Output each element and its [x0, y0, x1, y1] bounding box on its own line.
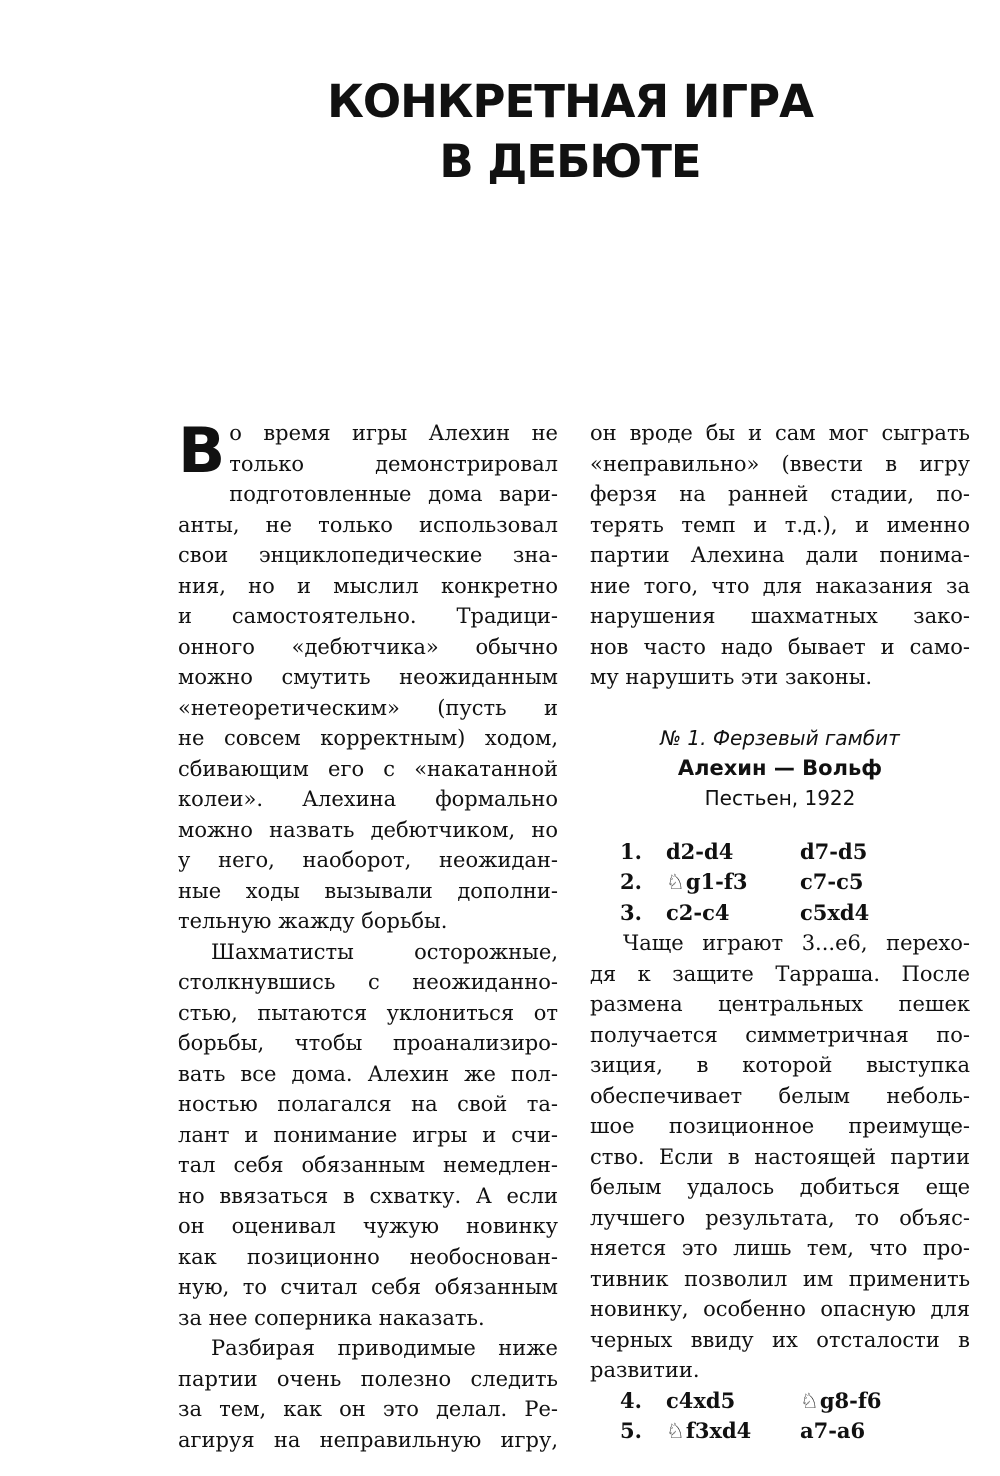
move-row — [590, 1386, 970, 1417]
text-line: лучшего результата, то объяс- — [590, 1205, 970, 1230]
black-move: d7-d5 — [800, 838, 868, 864]
move-number: 2. — [620, 869, 642, 894]
text-line: му нарушить эти законы. — [590, 665, 873, 689]
text-line: можно смутить неожиданным — [178, 665, 558, 689]
left-column — [178, 414, 558, 1455]
text-line: агируя на неправильную игру, — [178, 1427, 558, 1452]
text-line: ные ходы вызывали дополни- — [178, 878, 558, 903]
text-line: о время игры Алехин не — [229, 421, 558, 445]
knight-icon: ♘ — [666, 870, 685, 894]
text-line: борьбы, чтобы проанализиро- — [178, 1031, 558, 1055]
right-column — [590, 418, 970, 1447]
text-line: он оценивал чужую новинку — [178, 1214, 558, 1238]
text-line: вать все дома. Алехин же пол- — [178, 1061, 558, 1086]
move-number: 1. — [620, 838, 642, 864]
text-line: и самостоятельно. Традици- — [178, 604, 558, 628]
white-move: c4xd5 — [666, 1387, 736, 1413]
text-line: черных ввиду их отсталости в — [590, 1327, 970, 1352]
game-title: № 1. Ферзевый гамбит — [660, 725, 900, 750]
text-line: свои энциклопедические зна- — [178, 543, 558, 567]
text-line: дя к защите Тарраша. После — [590, 961, 970, 986]
text-line: шое позиционное преимуще- — [590, 1114, 970, 1138]
text-line: но ввязаться в схватку. А если — [178, 1183, 558, 1208]
text-line: партии очень полезно следить — [178, 1366, 558, 1391]
move-number: 3. — [620, 899, 642, 925]
text-line: колеи». Алехина формально — [178, 787, 558, 811]
text-line: «нетеоретическим» (пусть и — [178, 695, 558, 720]
black-move: c5xd4 — [800, 899, 870, 925]
text-line: ния, но и мыслил конкретно — [178, 573, 558, 598]
text-line: Чаще играют 3...e6, перехо- — [623, 931, 970, 955]
text-line: терять темп и т.д.), и именно — [590, 512, 970, 537]
text-line: Шахматисты осторожные, — [211, 939, 558, 964]
text-line: Разбирая приводимые ниже — [211, 1336, 558, 1360]
text-line: белым удалось добиться еще — [590, 1175, 970, 1199]
text-line: столкнувшись с неожиданно- — [178, 970, 558, 994]
text-line: у него, наоборот, неожидан- — [178, 848, 558, 872]
game-players: Алехин — Вольф — [677, 755, 883, 780]
text-line: не совсем корректным) ходом, — [178, 726, 558, 750]
game-place: Пестьен, 1922 — [704, 785, 856, 810]
white-move: ♘f3xd4 — [666, 1418, 752, 1443]
game-header — [590, 723, 970, 813]
chapter-title-line-2: В ДЕБЮТЕ — [439, 135, 701, 188]
text-line: ние того, что для наказания за — [590, 573, 970, 598]
text-line: как позиционно необоснован- — [178, 1244, 558, 1269]
paragraph-1 — [178, 414, 558, 937]
move-row — [590, 867, 970, 898]
black-move: a7-a6 — [800, 1418, 866, 1443]
move-row — [590, 1416, 970, 1447]
text-line: тельную жажду борьбы. — [178, 909, 448, 933]
white-move: d2-d4 — [666, 838, 734, 864]
text-line: ную, то считал себя обязанным — [178, 1275, 558, 1299]
text-line: «неправильно» (ввести в игру — [590, 451, 970, 476]
text-line: сбивающим его с «накатанной — [178, 756, 558, 781]
move-comment — [590, 928, 970, 1386]
text-line: ностью полагался на свой та- — [178, 1092, 558, 1116]
text-line: размена центральных пешек — [590, 992, 970, 1016]
text-line: анты, не только использовал — [178, 512, 558, 537]
text-line: подготовленные дома вари- — [229, 482, 558, 506]
black-move: ♘g8-f6 — [800, 1387, 882, 1413]
move-number: 4. — [620, 1387, 642, 1413]
black-move: c7-c5 — [800, 869, 864, 894]
text-line: ство. Если в настоящей партии — [590, 1144, 970, 1169]
chapter-title-line-1: КОНКРЕТНАЯ ИГРА — [327, 75, 813, 128]
text-line: партии Алехина дали понима- — [590, 543, 970, 567]
moves-block-1 — [590, 837, 970, 929]
text-line: нов часто надо бывает и само- — [590, 634, 970, 659]
text-line: получается симметричная по- — [590, 1022, 970, 1047]
white-move: c2-c4 — [666, 899, 730, 925]
text-line: стью, пытаются уклониться от — [178, 1000, 558, 1025]
text-line: он вроде бы и сам мог сыграть — [590, 421, 970, 445]
move-row — [590, 898, 970, 929]
paragraph-continued — [590, 418, 970, 693]
move-row — [590, 837, 970, 868]
paragraph-2 — [178, 937, 558, 1334]
text-line: только демонстрировал — [229, 451, 558, 476]
text-line: за тем, как он это делал. Ре- — [178, 1397, 558, 1421]
move-number: 5. — [620, 1418, 642, 1443]
text-line: лант и понимание игры и счи- — [178, 1122, 558, 1147]
text-line: няется это лишь тем, что про- — [590, 1236, 970, 1260]
text-line: зиция, в которой выступка — [590, 1053, 970, 1077]
text-line: тивник позволил им применить — [590, 1266, 970, 1291]
white-move: ♘g1-f3 — [666, 869, 748, 894]
moves-block-2 — [590, 1386, 970, 1447]
text-line: обеспечивает белым неболь- — [590, 1083, 970, 1108]
text-line: онного «дебютчика» обычно — [178, 634, 558, 659]
text-line: за нее соперника наказать. — [178, 1305, 485, 1330]
text-line: развитии. — [590, 1358, 700, 1382]
text-line: тал себя обязанным немедлен- — [178, 1153, 558, 1177]
drop-cap: В — [178, 414, 226, 487]
text-line: новинку, особенно опасную для — [590, 1297, 970, 1321]
text-line: ферзя на ранней стадии, по- — [590, 482, 970, 506]
text-line: нарушения шахматных зако- — [590, 604, 970, 628]
knight-icon: ♘ — [800, 1388, 819, 1413]
knight-icon: ♘ — [666, 1419, 685, 1443]
paragraph-3 — [178, 1333, 558, 1455]
text-line: можно назвать дебютчиком, но — [178, 817, 558, 842]
